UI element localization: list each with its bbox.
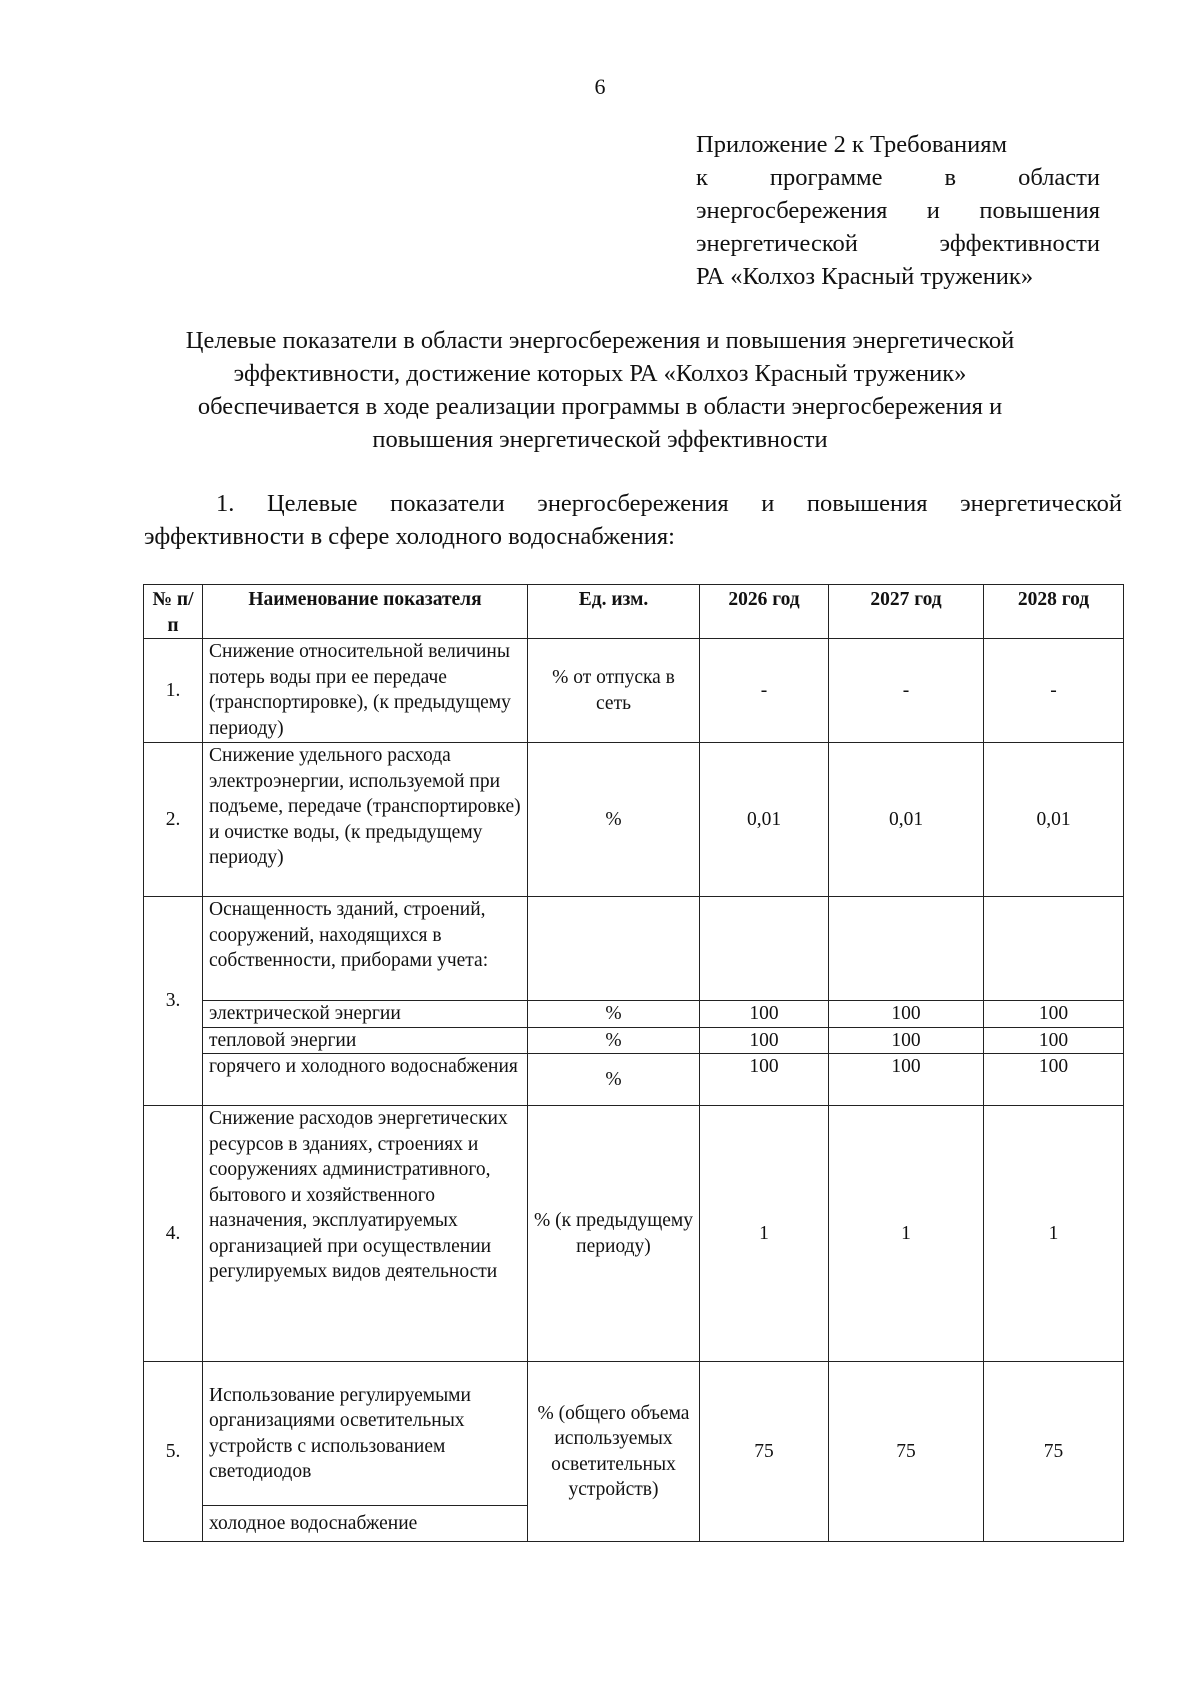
value-2028: 1 bbox=[984, 1106, 1124, 1362]
value-2026: 100 bbox=[700, 1054, 829, 1106]
appendix-line: РА «Колхоз Красный труженик» bbox=[696, 263, 1034, 290]
title-line: Целевые показатели в области энергосбережения и повышения энергетической bbox=[185, 327, 1015, 354]
table-subrow bbox=[144, 1054, 1124, 1106]
value-2027: 1 bbox=[829, 1106, 984, 1362]
unit-cell: % bbox=[528, 1001, 700, 1028]
value-2028: - bbox=[984, 639, 1124, 743]
table-subrow bbox=[144, 1027, 1124, 1054]
row-number: 5. bbox=[144, 1362, 203, 1542]
header-cell-name: Наименование показателя bbox=[203, 585, 528, 639]
indicator-name: Снижение удельного расхода электроэнергии, используемой при подъеме, передаче (транспортировке) и очистке воды, (к предыдущему периоду) bbox=[203, 743, 528, 897]
unit-cell: % от отпуска в сеть bbox=[528, 639, 700, 743]
appendix-block bbox=[696, 128, 1100, 293]
value-2028: 100 bbox=[984, 1001, 1124, 1028]
title-line: эффективности, достижение которых РА «Колхоз Красный труженик» bbox=[233, 360, 967, 387]
unit-cell: % bbox=[528, 743, 700, 897]
value-2027: 0,01 bbox=[829, 743, 984, 897]
table-header-row bbox=[144, 585, 1124, 639]
header-cell-unit: Ед. изм. bbox=[528, 585, 700, 639]
table-row bbox=[144, 897, 1124, 1001]
row-number: 3. bbox=[144, 897, 203, 1106]
table-row bbox=[144, 743, 1124, 897]
section-heading-line: эффективности в сфере холодного водоснабжения: bbox=[144, 523, 675, 550]
header-cell-number: № п/п bbox=[144, 585, 203, 639]
row-number: 1. bbox=[144, 639, 203, 743]
indicator-subname: холодное водоснабжение bbox=[203, 1506, 528, 1542]
title-line: обеспечивается в ходе реализации программы в области энергосбережения и bbox=[197, 393, 1003, 420]
value-2026: 75 bbox=[700, 1362, 829, 1542]
value-2027: 100 bbox=[829, 1027, 984, 1054]
value-2027 bbox=[829, 897, 984, 1001]
header-cell-2027: 2027 год bbox=[829, 585, 984, 639]
value-2026 bbox=[700, 897, 829, 1001]
table-row bbox=[144, 1106, 1124, 1362]
title-line: повышения энергетической эффективности bbox=[372, 426, 828, 453]
value-2028: 75 bbox=[984, 1362, 1124, 1542]
appendix-line: к программе в области bbox=[696, 164, 1100, 191]
value-2026: 1 bbox=[700, 1106, 829, 1362]
page-number: 6 bbox=[594, 74, 606, 99]
value-2026: 100 bbox=[700, 1001, 829, 1028]
unit-cell: % bbox=[528, 1027, 700, 1054]
value-2026: 0,01 bbox=[700, 743, 829, 897]
appendix-line: Приложение 2 к Требованиям bbox=[696, 131, 1008, 158]
value-2026: 100 bbox=[700, 1027, 829, 1054]
unit-cell: % (общего объема используемых осветительных устройств) bbox=[528, 1362, 700, 1542]
indicator-subname: тепловой энергии bbox=[203, 1027, 528, 1054]
value-2027: 75 bbox=[829, 1362, 984, 1542]
table-row bbox=[144, 639, 1124, 743]
row-number: 4. bbox=[144, 1106, 203, 1362]
unit-cell: % (к предыдущему периоду) bbox=[528, 1106, 700, 1362]
indicator-subname: электрической энергии bbox=[203, 1001, 528, 1028]
value-2027: - bbox=[829, 639, 984, 743]
value-2027: 100 bbox=[829, 1001, 984, 1028]
section-heading bbox=[144, 487, 1122, 553]
unit-cell bbox=[528, 897, 700, 1001]
appendix-line: энергосбережения и повышения bbox=[696, 197, 1100, 224]
header-cell-2026: 2026 год bbox=[700, 585, 829, 639]
document-title bbox=[120, 324, 1080, 456]
header-cell-2028: 2028 год bbox=[984, 585, 1124, 639]
unit-cell: % bbox=[528, 1054, 700, 1106]
table-row bbox=[144, 1362, 1124, 1506]
table-subrow bbox=[144, 1001, 1124, 1028]
indicator-name: Снижение расходов энергетических ресурсов в зданиях, строениях и сооружениях административного, бытового и хозяйственного назначения, эксплуатируемых организацией при осуществлении регулируемых видов деятельности bbox=[203, 1106, 528, 1362]
indicator-name: Использование регулируемыми организациями осветительных устройств с использованием светодиодов bbox=[203, 1362, 528, 1506]
indicators-table bbox=[143, 584, 1124, 1542]
value-2027: 100 bbox=[829, 1054, 984, 1106]
value-2028: 100 bbox=[984, 1027, 1124, 1054]
value-2026: - bbox=[700, 639, 829, 743]
row-number: 2. bbox=[144, 743, 203, 897]
value-2028: 0,01 bbox=[984, 743, 1124, 897]
indicator-name: Оснащенность зданий, строений, сооружений, находящихся в собственности, приборами учета: bbox=[203, 897, 528, 1001]
value-2028: 100 bbox=[984, 1054, 1124, 1106]
indicator-subname: горячего и холодного водоснабжения bbox=[203, 1054, 528, 1106]
section-heading-line: 1. Целевые показатели энергосбережения и повышения энергетической bbox=[216, 490, 1122, 517]
value-2028 bbox=[984, 897, 1124, 1001]
appendix-line: энергетической эффективности bbox=[696, 230, 1100, 257]
indicator-name: Снижение относительной величины потерь воды при ее передаче (транспортировке), (к предыдущему периоду) bbox=[203, 639, 528, 743]
